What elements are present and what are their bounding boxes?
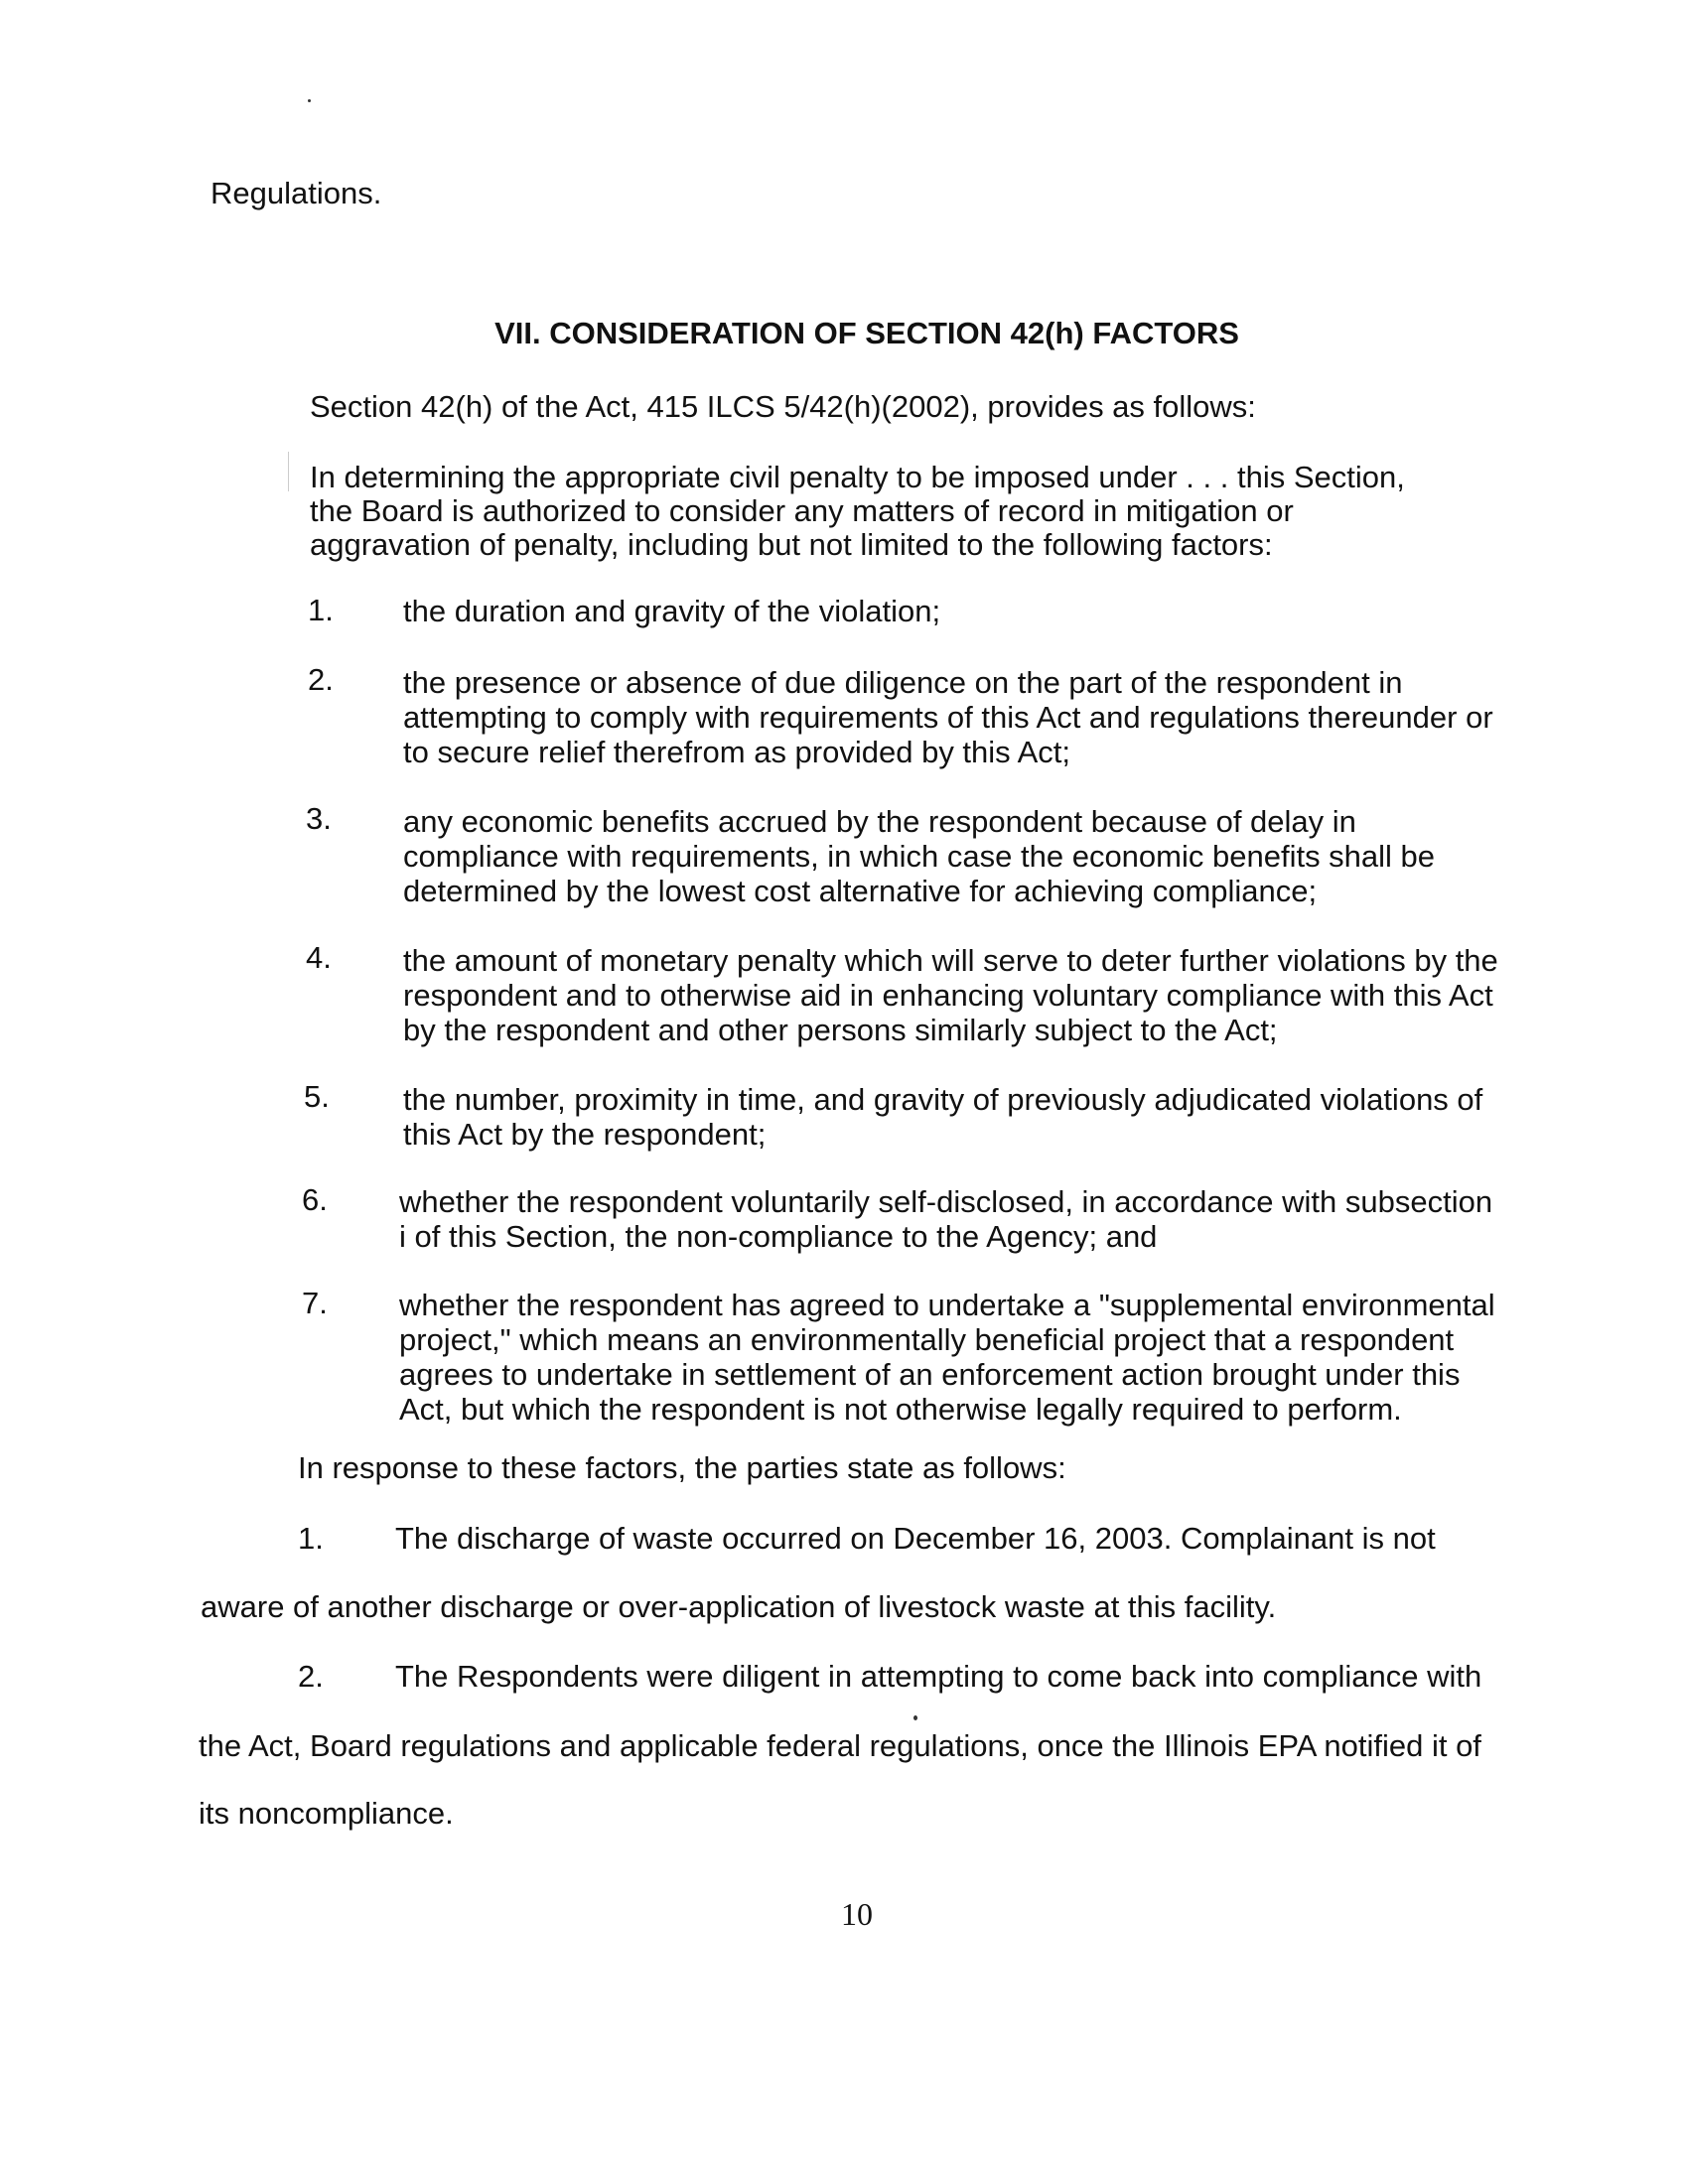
page-number: 10 xyxy=(841,1896,873,1932)
factor-line: determined by the lowest cost alternative for achieving compliance; xyxy=(403,874,1318,908)
intro-paragraph: Section 42(h) of the Act, 415 ILCS 5/42(h)(2002), provides as follows: xyxy=(310,389,1256,424)
quote-margin-rule xyxy=(288,452,289,491)
factor-text xyxy=(399,1288,1495,1427)
factor-number: 4. xyxy=(306,940,332,975)
factor-line: attempting to comply with requirements of this Act and regulations thereunder or xyxy=(403,700,1493,735)
factor-number: 1. xyxy=(308,593,334,627)
response-first-line: The Respondents were diligent in attempting to come back into compliance with xyxy=(395,1659,1482,1694)
factor-text xyxy=(403,1082,1485,1152)
scan-speck xyxy=(913,1715,917,1720)
factor-line: the number, proximity in time, and gravity of previously adjudicated violations of xyxy=(403,1082,1483,1117)
quoted-statute xyxy=(310,461,1405,562)
factor-line: whether the respondent voluntarily self-disclosed, in accordance with subsection xyxy=(399,1184,1493,1219)
factor-text xyxy=(403,804,1485,908)
factor-line: the amount of monetary penalty which will serve to deter further violations by the xyxy=(403,943,1498,978)
factor-line: the duration and gravity of the violation; xyxy=(403,594,941,628)
top-fragment: Regulations. xyxy=(210,176,382,210)
factor-line: project," which means an environmentally beneficial project that a respondent xyxy=(399,1322,1455,1357)
factor-line: Act, but which the respondent is not otherwise legally required to perform. xyxy=(399,1392,1402,1427)
factor-text xyxy=(399,1184,1493,1254)
quote-line: In determining the appropriate civil penalty to be imposed under . . . this Section, xyxy=(310,460,1405,494)
response-number: 1. xyxy=(298,1521,324,1556)
factor-line: respondent and to otherwise aid in enhancing voluntary compliance with this Act xyxy=(403,978,1493,1013)
response-line: aware of another discharge or over-application of livestock waste at this facility. xyxy=(201,1589,1277,1624)
scan-speck xyxy=(308,99,311,102)
factor-text xyxy=(403,665,1493,769)
factor-number: 6. xyxy=(302,1182,328,1217)
response-line: the Act, Board regulations and applicable federal regulations, once the Illinois EPA notified it of xyxy=(199,1728,1481,1763)
factor-number: 3. xyxy=(306,801,332,836)
factor-line: the presence or absence of due diligence on the part of the respondent in xyxy=(403,665,1403,700)
factor-number: 7. xyxy=(302,1286,328,1320)
response-number: 2. xyxy=(298,1659,324,1694)
factor-line: to secure relief therefrom as provided by this Act; xyxy=(403,735,1070,769)
factor-number: 5. xyxy=(304,1079,330,1114)
factor-line: agrees to undertake in settlement of an enforcement action brought under this xyxy=(399,1357,1461,1392)
quote-line: the Board is authorized to consider any matters of record in mitigation or xyxy=(310,493,1294,528)
factor-line: by the respondent and other persons similarly subject to the Act; xyxy=(403,1013,1278,1047)
factor-line: i of this Section, the non-compliance to the Agency; and xyxy=(399,1219,1158,1254)
response-line: its noncompliance. xyxy=(199,1796,454,1831)
response-first-line: The discharge of waste occurred on December 16, 2003. Complainant is not xyxy=(395,1521,1436,1556)
factor-text xyxy=(403,594,1485,628)
response-intro: In response to these factors, the parties state as follows: xyxy=(298,1450,1066,1485)
factor-line: compliance with requirements, in which case the economic benefits shall be xyxy=(403,839,1436,874)
section-heading: VII. CONSIDERATION OF SECTION 42(h) FACTORS xyxy=(494,316,1239,350)
factor-text xyxy=(403,943,1498,1047)
factor-line: any economic benefits accrued by the respondent because of delay in xyxy=(403,804,1356,839)
factor-line: this Act by the respondent; xyxy=(403,1117,767,1152)
factor-line: whether the respondent has agreed to undertake a "supplemental environmental xyxy=(399,1288,1495,1322)
factor-number: 2. xyxy=(308,662,334,697)
quote-line: aggravation of penalty, including but not limited to the following factors: xyxy=(310,527,1273,562)
